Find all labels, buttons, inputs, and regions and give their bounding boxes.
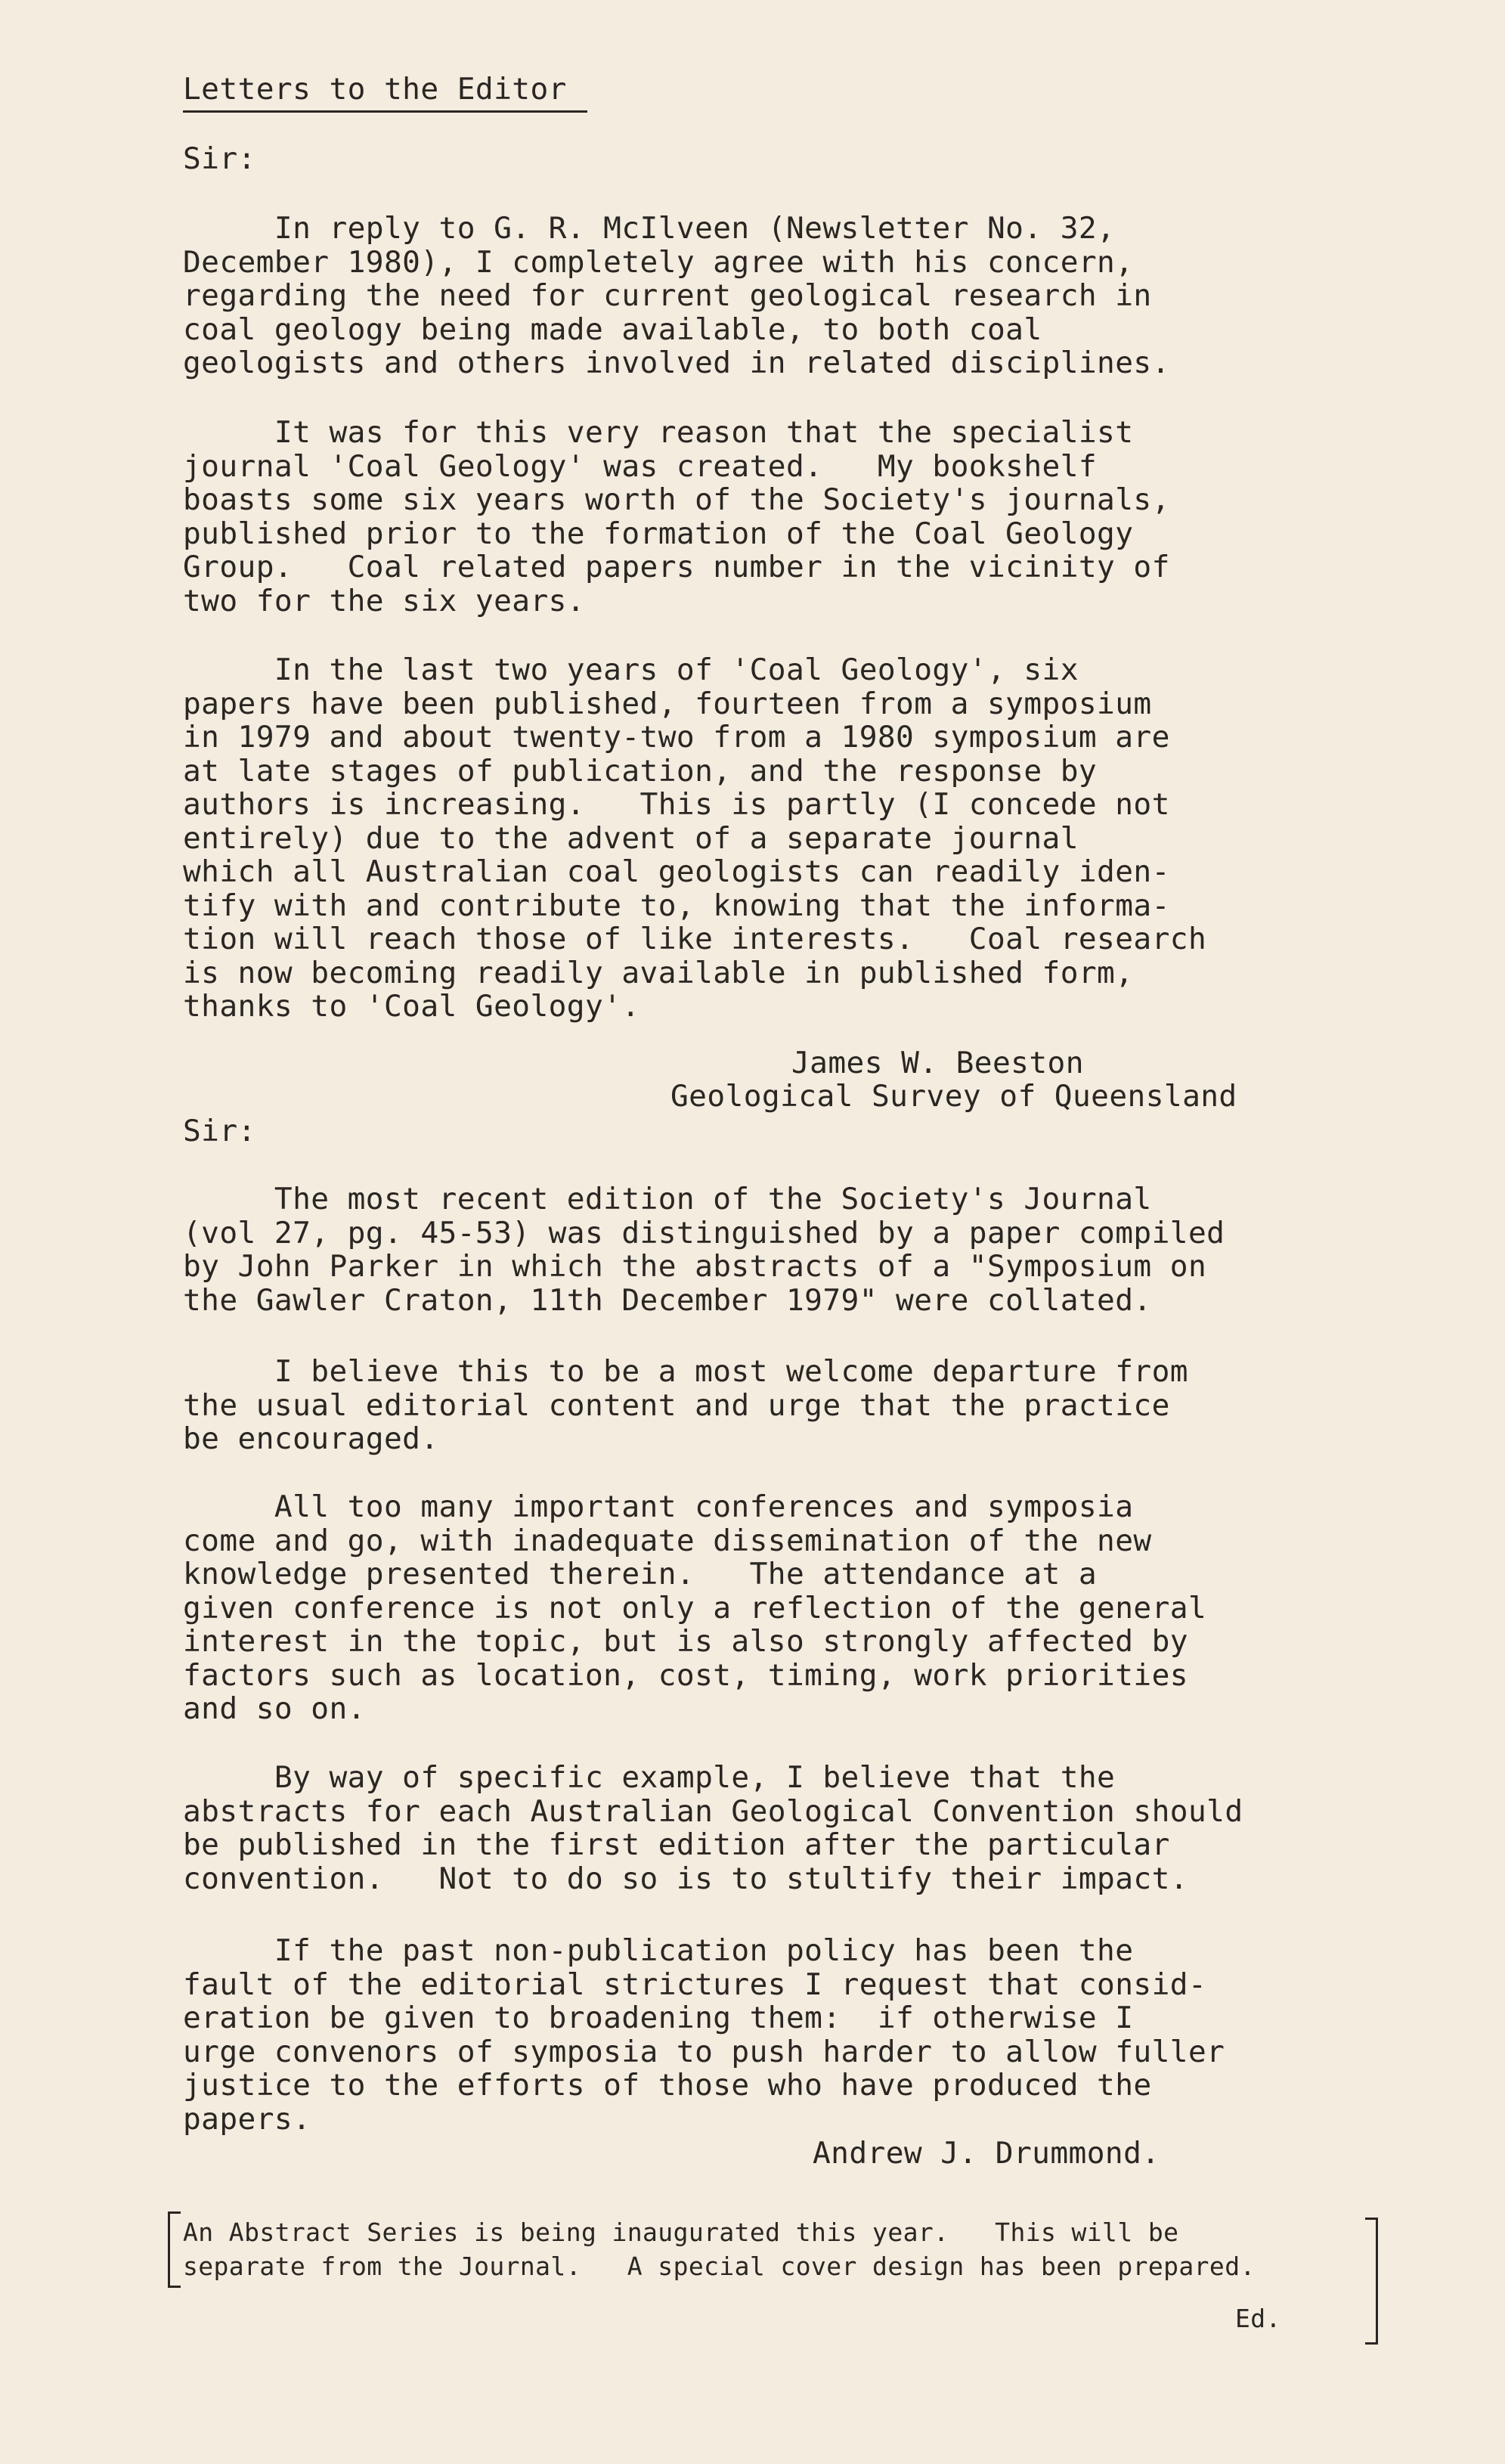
- editor-note-text: An Abstract Series is being inaugurated this year. This will be separate from the Journal. A special cover design has been prepared.: [183, 2218, 1256, 2281]
- letter2-paragraph-1: The most recent edition of the Society's Journal (vol 27, pg. 45-53) was distinguished by a paper compiled by John Parker in which the abstracts of a "Symposium on the Gawler Craton, 11th December 1979" were collated.: [183, 1182, 1225, 1318]
- note-bracket-left: [168, 2211, 181, 2288]
- letter2-paragraph-2: I believe this to be a most welcome departure from the usual editorial content and urge that the practice be encouraged.: [183, 1354, 1188, 1456]
- letter2-paragraph-3: All too many important conferences and symposia come and go, with inadequate dissemination of the new knowledge presented therein. The attendance at a given conference is not only a reflection of the general interest in the topic, but is also strongly affected by factors such as location, cost, timing, work priorities and so on.: [183, 1489, 1207, 1726]
- letter2-signature-name: Andrew J. Drummond.: [813, 2136, 1160, 2171]
- page-title: Letters to the Editor: [183, 72, 567, 107]
- letter1-paragraph-1: In reply to G. R. McIlveen (Newsletter No. 32, December 1980), I completely agree with his concern, regarding the need for current geological research in coal geology being made available, to both coal geologists and others involved in related disciplines.: [183, 211, 1170, 380]
- letter1-signature-name: James W. Beeston: [791, 1046, 1084, 1080]
- letter2-salutation: Sir:: [183, 1114, 256, 1148]
- letter1-paragraph-2: It was for this very reason that the specialist journal 'Coal Geology' was created. My bookshelf boasts some six years worth of the Society's journals, published prior to the formation of the Coal Geology Group. Coal related papers number in the vicinity of two for the six years.: [183, 415, 1170, 618]
- letter2-paragraph-5: If the past non-publication policy has been the fault of the editorial strictures I request that consid- eration be given to broadening them: if otherwise I urge convenors of symposia to push harder to allow fuller justice to the efforts of those who have produced the papers.: [183, 1933, 1225, 2137]
- letter2-paragraph-4: By way of specific example, I believe that the abstracts for each Australian Geological Convention should be published in the first edition after the particular convention. Not to do so is to stultify their impact.: [183, 1760, 1243, 1896]
- letter1-salutation: Sir:: [183, 141, 256, 176]
- editor-note-sign: Ed.: [1235, 2304, 1281, 2333]
- title-underline: [183, 110, 587, 113]
- letter1-signature-org: Geological Survey of Queensland: [670, 1079, 1237, 1114]
- letter1-paragraph-3: In the last two years of 'Coal Geology', six papers have been published, fourteen from a symposium in 1979 and about twenty-two from a 1980 symposium are at late stages of publication, and the response by authors is increasing. This is partly (I concede not entirely) due to the advent of a separate journal which all Australian coal geologists can readily iden- tify with and contribute to, knowing that the informa- tion will reach those of like interests. Coal research is now becoming readily available in published form, thanks to 'Coal Geology'.: [183, 652, 1207, 1024]
